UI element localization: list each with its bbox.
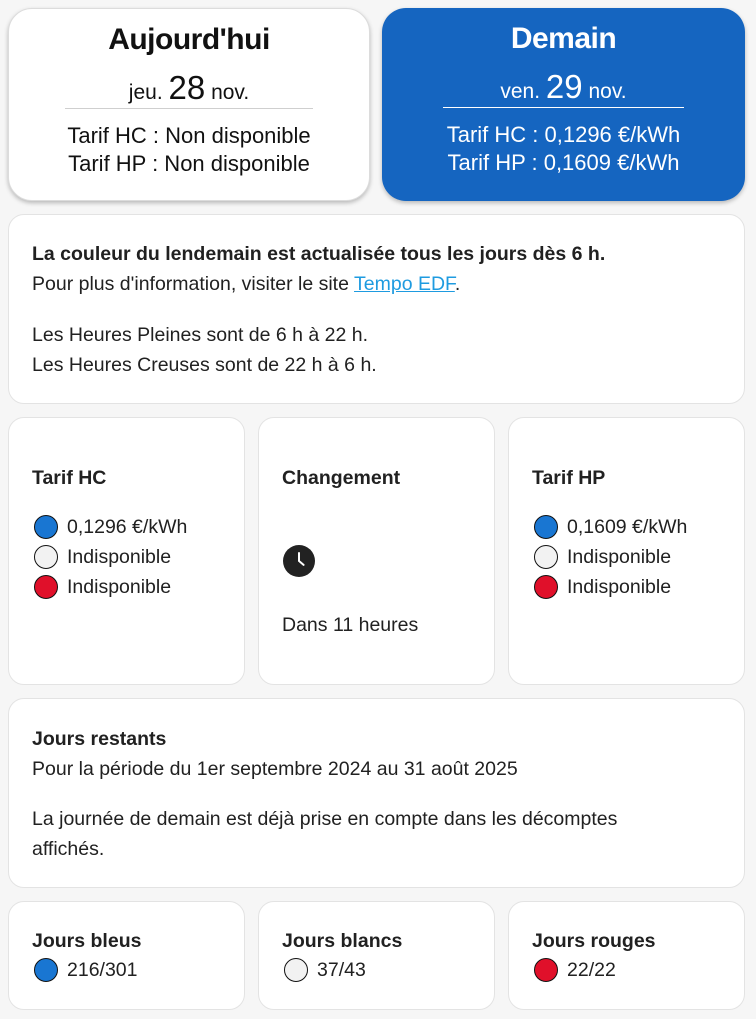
today-tarif-hp: Tarif HP : Non disponible	[68, 151, 310, 176]
jours-rouges-title: Jours rouges	[532, 930, 656, 952]
jours-restants-title: Jours restants	[32, 728, 167, 750]
info-update-text: La couleur du lendemain est actualisée tous les jours dès 6 h.	[32, 243, 606, 265]
info-link-line	[32, 269, 460, 299]
tarif-hc-blue-row	[34, 515, 187, 539]
changement-text: Dans 11 heures	[282, 614, 419, 636]
jours-restants-note-line1: La journée de demain est déjà prise en compte dans les décomptes	[32, 808, 618, 830]
today-month: nov.	[211, 81, 250, 104]
hc-hours-text: Les Heures Creuses sont de 22 h à 6 h.	[32, 354, 377, 376]
today-tarif-hc: Tarif HC : Non disponible	[67, 123, 311, 148]
red-dot-icon	[534, 958, 558, 982]
jours-restants-period: Pour la période du 1er septembre 2024 au 31 août 2025	[32, 758, 518, 780]
jours-bleus-title: Jours bleus	[32, 930, 142, 952]
tomorrow-tarif-hp: Tarif HP : 0,1609 €/kWh	[447, 150, 680, 175]
tarif-hc-white-row	[34, 545, 171, 569]
tarif-hp-blue-row	[534, 515, 687, 539]
tempo-edf-link[interactable]: Tempo EDF	[354, 273, 455, 295]
blue-dot-icon	[34, 958, 58, 982]
jours-rouges-row	[534, 958, 616, 982]
hp-hours-text: Les Heures Pleines sont de 6 h à 22 h.	[32, 324, 369, 346]
tomorrow-day-prefix: ven.	[500, 80, 541, 103]
info-link-suffix: .	[454, 273, 461, 295]
blue-dot-icon	[534, 515, 558, 539]
tarif-hp-white-value: Indisponible	[567, 545, 672, 568]
red-dot-icon	[34, 575, 58, 599]
today-divider	[65, 108, 313, 109]
tarif-hp-red-value: Indisponible	[567, 575, 672, 598]
today-card	[8, 8, 370, 201]
tomorrow-day-number: 29	[545, 68, 583, 105]
white-dot-icon	[534, 545, 558, 569]
tarif-hc-white-value: Indisponible	[67, 545, 172, 568]
today-day-prefix: jeu.	[128, 81, 163, 104]
blue-dot-icon	[34, 515, 58, 539]
info-link-prefix: Pour plus d'information, visiter le site	[32, 273, 355, 295]
tomorrow-divider	[443, 107, 684, 108]
jours-blancs-title: Jours blancs	[282, 930, 403, 952]
tarif-hc-red-row	[34, 575, 171, 599]
tarif-hp-red-row	[534, 575, 671, 599]
jours-bleus-row	[34, 958, 138, 982]
tomorrow-title: Demain	[510, 22, 617, 55]
red-dot-icon	[534, 575, 558, 599]
jours-blancs-row	[284, 958, 366, 982]
tarif-hp-white-row	[534, 545, 671, 569]
tarif-hp-title: Tarif HP	[532, 467, 606, 489]
white-dot-icon	[34, 545, 58, 569]
tomorrow-month: nov.	[588, 80, 627, 103]
today-date	[9, 69, 369, 107]
tarif-hp-blue-value: 0,1609 €/kWh	[567, 515, 688, 538]
tomorrow-card	[382, 8, 745, 201]
today-day-number: 28	[168, 69, 206, 106]
changement-title: Changement	[282, 467, 401, 489]
tarif-hc-red-value: Indisponible	[67, 575, 172, 598]
today-title: Aujourd'hui	[108, 23, 270, 56]
jours-bleus-value: 216/301	[67, 958, 138, 981]
tarif-hc-blue-value: 0,1296 €/kWh	[67, 515, 188, 538]
tomorrow-date	[382, 68, 745, 106]
tarif-hc-title: Tarif HC	[32, 467, 107, 489]
clock-icon	[283, 545, 315, 577]
jours-rouges-value: 22/22	[567, 958, 616, 981]
white-dot-icon	[284, 958, 308, 982]
jours-restants-note-line2: affichés.	[32, 838, 105, 860]
tomorrow-tarif-hc: Tarif HC : 0,1296 €/kWh	[446, 122, 681, 147]
jours-blancs-value: 37/43	[317, 958, 366, 981]
